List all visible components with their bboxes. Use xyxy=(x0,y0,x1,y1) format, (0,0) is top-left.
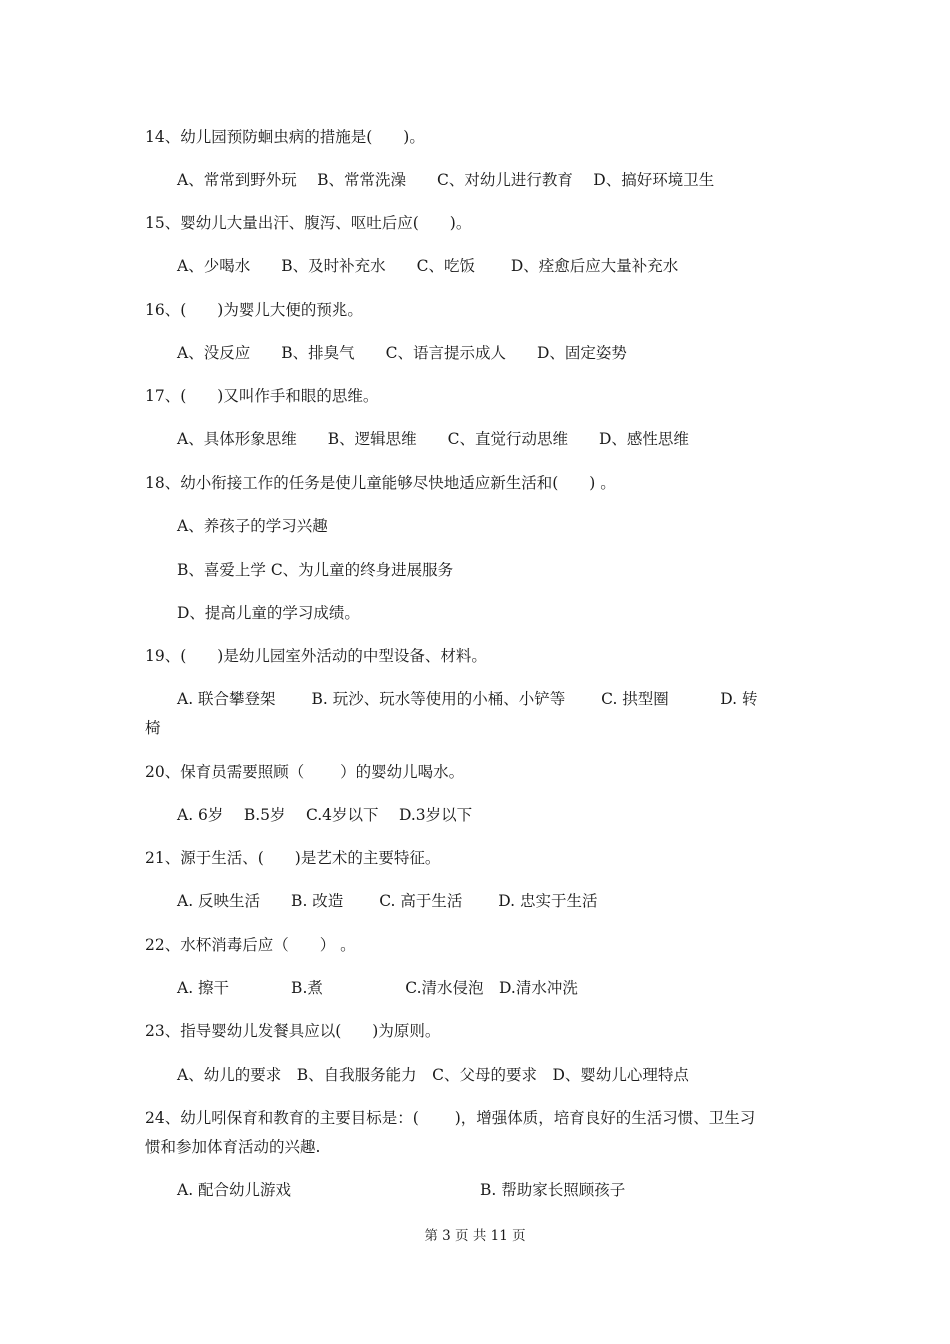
question-20-options: A. 6岁 B.5岁 C.4岁以下 D.3岁以下 xyxy=(177,806,473,824)
question-22-stem: 22、水杯消毒后应（ ） 。 xyxy=(145,936,356,954)
question-23-stem: 23、指导婴幼儿发餐具应以( )为原则。 xyxy=(145,1022,441,1040)
question-17-options: A、具体形象思维 B、逻辑思维 C、直觉行动思维 D、感性思维 xyxy=(177,430,689,448)
question-16-options: A、没反应 B、排臭气 C、语言提示成人 D、固定姿势 xyxy=(177,344,627,362)
question-17-stem: 17、( )又叫作手和眼的思维。 xyxy=(145,387,379,405)
question-24-option-b: B. 帮助家长照顾孩子 xyxy=(480,1181,626,1199)
question-18-stem: 18、幼小衔接工作的任务是使儿童能够尽快地适应新生活和( ) 。 xyxy=(145,474,616,492)
page-footer: 第 3 页 共 11 页 xyxy=(424,1228,526,1244)
question-18-option-d: D、提高儿童的学习成绩。 xyxy=(177,604,360,622)
question-22-options: A. 擦干 B.煮 C.清水侵泡 D.清水冲洗 xyxy=(177,979,578,997)
question-18-option-a: A、养孩子的学习兴趣 xyxy=(177,517,328,535)
question-14-stem: 14、幼儿园预防蛔虫病的措施是( )。 xyxy=(145,128,425,146)
question-24-stem-wrap: 惯和参加体育活动的兴趣. xyxy=(145,1138,321,1156)
question-19-stem: 19、( )是幼儿园室外活动的中型设备、材料。 xyxy=(145,647,487,665)
question-14-options: A、常常到野外玩 B、常常洗澡 C、对幼儿进行教育 D、搞好环境卫生 xyxy=(177,171,715,189)
question-15-stem: 15、婴幼儿大量出汗、腹泻、呕吐后应( )。 xyxy=(145,214,472,232)
question-21-options: A. 反映生活 B. 改造 C. 高于生活 D. 忠实于生活 xyxy=(177,892,598,910)
question-16-stem: 16、( )为婴儿大便的预兆。 xyxy=(145,301,363,319)
question-21-stem: 21、源于生活、( )是艺术的主要特征。 xyxy=(145,849,441,867)
question-18-option-bc: B、喜爱上学 C、为儿童的终身进展服务 xyxy=(177,561,454,579)
question-23-options: A、幼儿的要求 B、自我服务能力 C、父母的要求 D、婴幼儿心理特点 xyxy=(177,1066,689,1084)
question-24-stem: 24、幼儿吲保育和教育的主要目标是：( )，增强体质，培育良好的生活习惯、卫生习 xyxy=(145,1109,756,1127)
question-19-options: A. 联合攀登架 B. 玩沙、玩水等使用的小桶、小铲等 C. 拱型圈 D. 转 xyxy=(177,690,758,708)
question-19-options-wrap: 椅 xyxy=(145,719,161,737)
question-15-options: A、少喝水 B、及时补充水 C、吃饭 D、痊愈后应大量补充水 xyxy=(177,257,679,275)
question-20-stem: 20、保育员需要照顾（ ）的婴幼儿喝水。 xyxy=(145,763,465,781)
question-24-option-a: A. 配合幼儿游戏 xyxy=(177,1181,292,1199)
